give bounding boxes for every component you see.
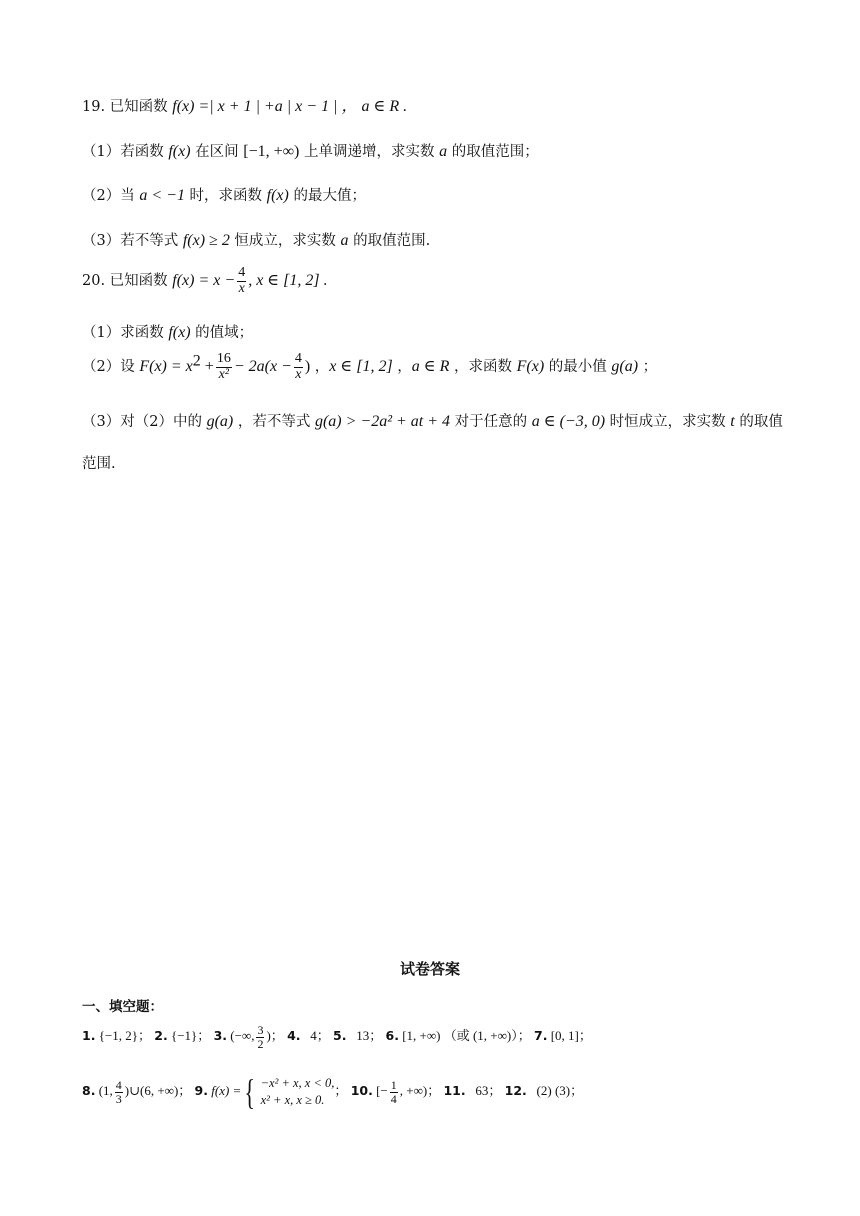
answer-7: [0, 1] [550, 1028, 579, 1044]
frac-den: 2 [257, 1036, 264, 1051]
answer-number: 2. [154, 1028, 168, 1044]
q19-p3-mid: 恒成立，求实数 [229, 233, 341, 249]
q20-p3-end: 的取值 [734, 414, 783, 430]
q20-fraction [237, 266, 246, 296]
q20-p2-mid2: 的最小值 [544, 359, 612, 376]
answer-9-cases [241, 1074, 334, 1110]
frac-num: 4 [115, 1077, 122, 1092]
answer-number: 9. [194, 1082, 208, 1098]
q20-p2-text: （2）设 [82, 359, 140, 376]
q20-p3-ga: g(a) [206, 413, 234, 430]
q19-p3-text: （3）若不等式 [82, 233, 183, 249]
q20-p2-fraction2 [294, 352, 303, 382]
answer-10-fraction [390, 1079, 398, 1105]
answer-number: 3. [213, 1028, 228, 1044]
answer-number: 5. [333, 1028, 347, 1044]
q20-p1-end: 的值域； [190, 325, 254, 341]
q19-p1-mid: 在区间 [190, 144, 244, 160]
q20-p3-text: （3）对（2）中的 [82, 414, 207, 430]
answer-6-alt: （或 (1, +∞)） [443, 1028, 518, 1044]
q20-function: f(x) = x − [172, 272, 236, 290]
q20-p2-term: − 2a(x − [233, 358, 292, 376]
q20-p2-aR: a ∈ R [411, 358, 450, 376]
answer-3-fraction [256, 1024, 264, 1050]
answer-10-rest: , +∞) [399, 1082, 428, 1098]
answer-sep: ； [334, 1082, 348, 1098]
q20-p3-ineq: g(a) > −2a² + at + 4 [314, 413, 451, 430]
case-1: −x² + x, x < 0, [260, 1075, 335, 1090]
answer-1: {−1, 2} [98, 1028, 139, 1044]
answer-sep: ； [570, 1082, 584, 1098]
q20-p2-square: 2 [192, 352, 201, 370]
q19-stem-text: 19. 已知函数 [82, 99, 173, 115]
q20-p2-Fx: F(x) [516, 358, 545, 376]
answer-number: 11. [443, 1082, 466, 1098]
q20-p2-frac1-den: x² [218, 366, 230, 382]
answer-sep: ； [369, 1028, 383, 1044]
answer-2: {−1} [170, 1028, 198, 1044]
q20-p2-close: ) [304, 358, 311, 376]
q20-p2-fraction1 [216, 352, 232, 382]
answer-11: 63 [475, 1082, 489, 1098]
q19-domain: a ∈ R . [357, 98, 408, 115]
answer-3-close: ) [266, 1028, 271, 1044]
q20-p2-Fx-def: F(x) = x [139, 358, 193, 376]
answer-number: 10. [350, 1082, 373, 1098]
answer-sep: ； [517, 1028, 531, 1044]
q19-p2-end: 的最大值； [288, 188, 366, 204]
q20-p2-frac2-num: 4 [294, 351, 302, 366]
q19-p3-end: 的取值范围. [348, 233, 431, 249]
q19-part2 [82, 184, 366, 205]
q20-part2 [82, 352, 657, 382]
q20-p2-frac1-num: 16 [216, 351, 231, 366]
answer-sep: ； [270, 1028, 284, 1044]
q20-p3-t: t [730, 413, 735, 430]
answer-sep: ； [178, 1082, 192, 1098]
q19-p2-cond: a < −1 [139, 187, 185, 204]
answer-number: 12. [504, 1082, 527, 1098]
q20-p2-frac2-den: x [295, 366, 302, 382]
answer-4: 4 [310, 1028, 317, 1044]
q20-p3-range: a ∈ (−3, 0) [531, 413, 606, 430]
q20-stem-text: 20. 已知函数 [82, 273, 173, 290]
answers-section-heading: 一、填空题： [82, 999, 163, 1015]
answer-sep: ； [578, 1028, 592, 1044]
q20-part3 [82, 410, 783, 431]
frac-num: 3 [257, 1023, 264, 1037]
q20-domain: , x ∈ [1, 2] . [248, 272, 328, 290]
q20-p1-text: （1）求函数 [82, 325, 169, 341]
q20-p1-fx: f(x) [168, 324, 191, 341]
answer-sep: ； [427, 1082, 441, 1098]
answer-5: 13 [356, 1028, 370, 1044]
q19-p1-a: a [439, 143, 448, 160]
q20-p3-cont: 范围. [82, 456, 116, 472]
answer-8-fraction [115, 1079, 123, 1105]
answer-number: 7. [534, 1028, 548, 1044]
q20-part3-continued [82, 452, 116, 473]
q20-p2-sep1: ， [310, 359, 330, 376]
q19-p2-fx: f(x) [266, 187, 289, 204]
q20-frac-num: 4 [238, 265, 246, 280]
answer-sep: ； [316, 1028, 330, 1044]
case-2: x² + x, x ≥ 0. [260, 1093, 325, 1107]
q20-p3-mid: ，若不等式 [233, 414, 315, 430]
answer-10: [− [376, 1082, 388, 1098]
answer-3: (−∞, [230, 1028, 255, 1044]
answer-number: 4. [287, 1028, 301, 1044]
q19-part3 [82, 229, 430, 250]
answer-number: 1. [82, 1028, 96, 1044]
brace-icon: { [244, 1072, 256, 1112]
answers-row-2 [82, 1074, 583, 1110]
q20-stem [82, 266, 328, 296]
q20-p2-range: x ∈ [1, 2] [329, 358, 393, 376]
q19-part1 [82, 140, 539, 161]
q20-p2-plus: + [200, 358, 214, 376]
q20-p3-mid3: 时恒成立，求实数 [605, 414, 731, 430]
answer-number: 8. [82, 1082, 96, 1098]
q20-p2-ga: g(a) [611, 358, 639, 376]
q19-stem [82, 93, 407, 116]
q20-p2-mid: ，求函数 [449, 359, 517, 376]
frac-den: 3 [115, 1091, 122, 1106]
q19-p3-a: a [340, 232, 349, 249]
answer-12: (2) (3) [536, 1082, 571, 1098]
answer-9: f(x) = [211, 1082, 242, 1098]
answer-sep: ； [138, 1028, 152, 1044]
q20-p2-end: ； [638, 359, 658, 376]
q19-p2-text: （2）当 [82, 188, 140, 204]
q19-function: f(x) =| x + 1 | +a | x − 1 | ， [172, 98, 358, 115]
answers-title: 试卷答案 [399, 960, 460, 978]
answer-number: 6. [385, 1028, 399, 1044]
answers-row-1 [82, 1024, 592, 1050]
q19-p1-fx: f(x) [168, 143, 191, 160]
q19-p2-mid: 时，求函数 [184, 188, 267, 204]
q19-p3-ineq: f(x) ≥ 2 [182, 232, 230, 249]
q19-p1-suffix: 上单调递增，求实数 [299, 144, 440, 160]
answer-8: (1, [98, 1082, 113, 1098]
q20-p2-sep2: ， [392, 359, 412, 376]
q19-p1-interval: [−1, +∞) [243, 143, 300, 160]
q19-p1-end: 的取值范围； [447, 144, 539, 160]
q20-frac-den: x [238, 280, 245, 296]
answer-6: [1, +∞) [402, 1028, 441, 1044]
answer-sep: ； [197, 1028, 211, 1044]
q20-part1 [82, 321, 253, 342]
q19-p1-text: （1）若函数 [82, 144, 169, 160]
frac-den: 4 [390, 1091, 397, 1106]
answer-8-rest: )∪(6, +∞) [124, 1082, 179, 1098]
q20-p3-mid2: 对于任意的 [450, 414, 532, 430]
answer-sep: ； [488, 1082, 502, 1098]
frac-num: 1 [390, 1077, 397, 1092]
